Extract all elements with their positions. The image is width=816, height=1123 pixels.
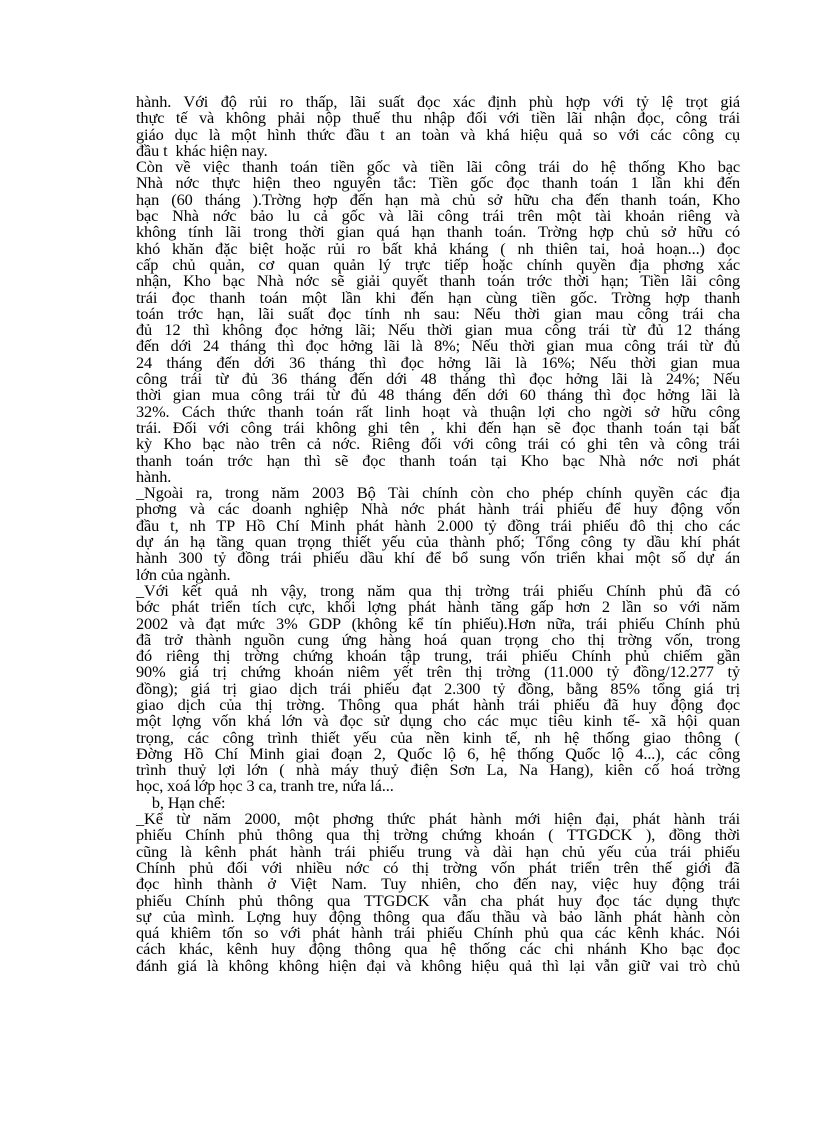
text-line: trái đọc thanh toán một lần khi đến hạn cùng tiền gốc. Trờng hợp thanh [136,287,740,307]
text-line: công trái từ đủ 36 tháng đến dới 48 tháng thì đọc hởng lãi là 24%; Nếu [136,369,740,389]
text-line: không tính lãi trong thời gian quá hạn thanh toán. Trờng hợp chủ sở hữu có [136,222,740,242]
text-line: 24 tháng đến dới 36 tháng thì đọc hởng lãi là 16%; Nếu thời gian mua [136,352,740,372]
text-line: _Kể từ năm 2000, một phơng thức phát hành mới hiện đại, phát hành trái [136,809,740,829]
text-line: Đờng Hồ Chí Minh giai đoạn 2, Quốc lộ 6, hệ thống Quốc lộ 4...), các công [136,743,740,763]
text-line: _Ngoài ra, trong năm 2003 Bộ Tài chính còn cho phép chính quyền các địa [136,483,740,503]
text-line: giáo dục là một hình thức đầu t an toàn và khá hiệu quả so với các công cụ [136,124,740,144]
text-line: Nhà nớc thực hiện theo nguyên tắc: Tiền gốc đọc thanh toán 1 lần khi đến [136,173,740,193]
text-line: trình thuỷ lợi lớn ( nhà máy thuỷ điện Sơn La, Na Hang), kiên cố hoá trờng [136,760,740,780]
text-line: đã trở thành nguồn cung ứng hàng hoá quan trọng cho thị trờng vốn, trong [136,629,740,649]
text-line: đầu t khác hiện nay. [136,140,268,160]
text-line: đủ 12 thì không đọc hởng lãi; Nếu thời gian mua công trái từ đủ 12 tháng [136,320,740,340]
text-line: đầu t, nh TP Hồ Chí Minh phát hành 2.000 tỷ đồng trái phiếu đô thị cho các [136,515,740,535]
text-line: bạc Nhà nớc bảo lu cả gốc và lãi công trái trên một tài khoản riêng và [136,206,740,226]
text-line: cách khác, kênh huy động thông qua hệ thống các chi nhánh Kho bạc đọc [136,939,740,959]
text-line: 90% giá trị chứng khoán niêm yết trên thị trờng (11.000 tỷ đồng/12.277 tỷ [136,662,740,682]
text-line: đọc hình thành ở Việt Nam. Tuy nhiên, cho đến nay, việc huy động trái [136,874,740,894]
text-line: Còn về việc thanh toán tiền gốc và tiền lãi công trái do hệ thống Kho bạc [136,157,740,177]
text-line: học, xoá lớp học 3 ca, tranh tre, nứa lá... [136,776,394,796]
text-line: đến dới 24 tháng thì đọc hởng lãi là 8%; Nếu thời gian mua công trái từ đủ [136,336,740,356]
text-line: trọng, các công trình thiết yếu của nền kinh tế, nh hệ thống giao thông ( [136,727,740,747]
section-heading: b, Hạn chế: [136,792,226,812]
text-line: kỳ Kho bạc nào trên cả nớc. Riêng đối với công trái có ghi tên và công trái [136,434,740,454]
text-line: trái. Đối với công trái không ghi tên , khi đến hạn sẽ đọc thanh toán tại bất [136,417,740,437]
text-line: phơng và các doanh nghiệp Nhà nớc phát hành trái phiếu để huy động vốn [136,499,740,519]
text-line: phiếu Chính phủ thông qua TTGDCK vẫn cha phát huy đọc tác dụng thực [136,890,740,910]
text-line: thời gian mua công trái từ đủ 48 tháng đến dới 60 tháng thì đọc hởng lãi là [136,385,740,405]
text-line: bớc phát triển tích cực, khối lợng phát hành tăng gấp hơn 2 lần so với năm [136,597,740,617]
text-line: cấp chủ quản, cơ quan quản lý trực tiếp hoặc chính quyền địa phơng xác [136,254,740,274]
text-line: 2002 và đạt mức 3% GDP (không kể tín phiếu).Hơn nữa, trái phiếu Chính phủ [136,613,740,633]
body-text [136,94,740,974]
text-line: hành 300 tỷ đồng trái phiếu dầu khí để bổ sung vốn triển khai một số dự án [136,548,740,568]
text-line: đó riêng thị trờng chứng khoán tập trung, trái phiếu Chính phủ chiếm gần [136,646,740,666]
text-line: _Với kết quả nh vậy, trong năm qua thị trờng trái phiếu Chính phủ đã có [136,580,740,600]
text-line: thanh toán trớc hạn thì sẽ đọc thanh toán tại Kho bạc Nhà nớc nơi phát [136,450,740,470]
text-line: phiếu Chính phủ thông qua thị trờng chứng khoán ( TTGDCK ), đồng thời [136,825,740,845]
text-line: hạn (60 tháng ).Trờng hợp đến hạn mà chủ sở hữu cha đến thanh toán, Kho [136,189,740,209]
text-line: nhận, Kho bạc Nhà nớc sẽ giải quyết thanh toán trớc thời hạn; Tiền lãi công [136,271,740,291]
text-line: cũng là kênh phát hành trái phiếu trung và dài hạn chủ yếu của trái phiếu [136,841,740,861]
text-line: toán trớc hạn, lãi suất đọc tính nh sau: Nếu thời gian mau công trái cha [136,303,740,323]
text-line: Chính phủ đối với nhiều nớc có thị trờng vốn phát triển trên thế giới đã [136,857,740,877]
text-line: đồng); giá trị giao dịch trái phiếu đạt 2.300 tỷ đồng, bằng 85% tổng giá trị [136,678,740,698]
text-line: đánh giá là không không hiện đại và không hiệu quả thì lại vẫn giữ vai trò chủ [136,955,740,975]
text-line: khó khăn đặc biệt hoặc rủi ro bất khả kháng ( nh thiên tai, hoả hoạn...) đọc [136,238,740,258]
text-line: dự án hạ tầng quan trọng thiết yếu của thành phố; Tổng công ty dầu khí phát [136,532,740,552]
text-line: hành. Với độ rủi ro thấp, lãi suất đọc xác định phù hợp với tỷ lệ trọt giá [136,92,740,111]
text-line: quá khiêm tốn so với phát hành trái phiếu Chính phủ qua các kênh khác. Nói [136,923,740,943]
text-line: một lợng vốn khá lớn và đọc sử dụng cho các mục tiêu kinh tế- xã hội quan [136,711,740,731]
text-line: hành. [136,466,172,486]
text-line: sự của mình. Lợng huy động thông qua đấu thầu và bảo lãnh phát hành còn [136,906,740,926]
text-line: giao dịch của thị trờng. Thông qua phát hành trái phiếu đã huy động đọc [136,694,740,714]
text-line: 32%. Cách thức thanh toán rất linh hoạt và thuận lợi cho ngời sở hữu công [136,401,740,421]
text-line: thực tế và không phải nộp thuế thu nhập đối với tiền lãi nhận đọc, công trái [136,108,740,128]
text-line: lớn của ngành. [136,564,231,584]
